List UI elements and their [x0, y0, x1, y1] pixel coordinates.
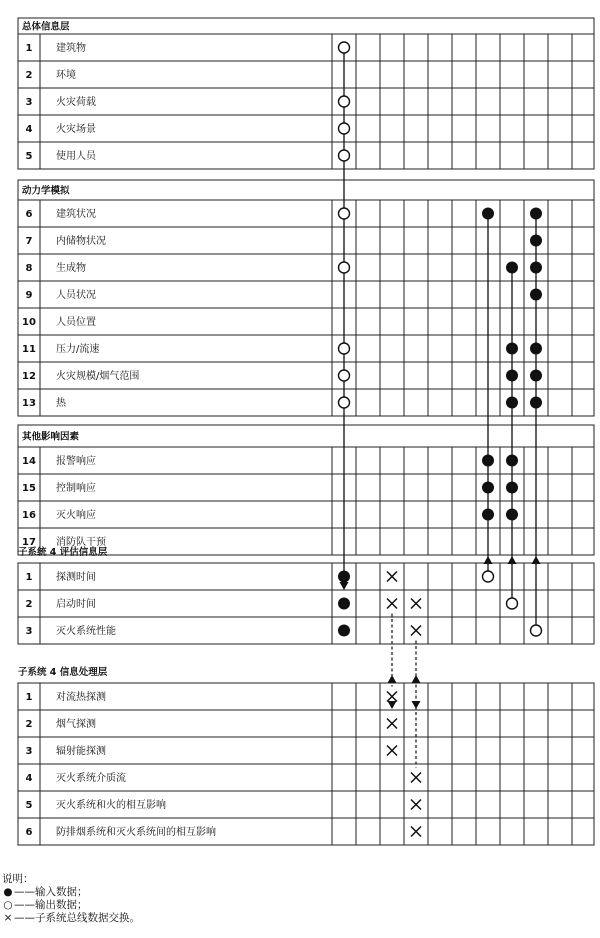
table-row	[18, 115, 594, 142]
row-label: 人员状况	[56, 290, 96, 301]
row-label: 消防队干预	[56, 537, 106, 548]
open-circle-icon	[339, 370, 350, 381]
row-label: 灭火系统性能	[56, 626, 116, 637]
cross-icon	[411, 599, 421, 609]
row-label: 火灾荷载	[56, 97, 96, 108]
table-row	[18, 142, 594, 169]
row-number: 3	[25, 746, 33, 757]
table-row	[18, 88, 594, 115]
legend-item-bus	[2, 912, 140, 925]
arrow-up-icon	[388, 675, 397, 683]
section-title: 动力学模拟	[22, 185, 70, 197]
filled-circle-icon	[482, 509, 494, 521]
open-circle-icon	[507, 598, 518, 609]
row-label: 灭火系统介质流	[56, 773, 126, 784]
section-title: 子系统 4 信息处理层	[18, 667, 108, 678]
row-number: 1	[25, 43, 33, 54]
row-number: 13	[22, 398, 36, 409]
open-circle-icon	[339, 397, 350, 408]
arrow-down-icon	[412, 701, 421, 709]
open-circle-icon	[339, 208, 350, 219]
row-label: 控制响应	[56, 483, 96, 494]
cross-icon	[411, 800, 421, 810]
filled-circle-icon	[338, 625, 350, 637]
filled-circle-icon	[530, 397, 542, 409]
legend-text-output: ——输出数据；	[14, 899, 88, 911]
open-circle-icon	[339, 123, 350, 134]
row-label: 人员位置	[56, 317, 96, 328]
filled-circle-icon	[506, 343, 518, 355]
row-number: 17	[22, 537, 36, 548]
arrow-up-icon	[532, 556, 541, 564]
open-circle-icon: ○	[3, 899, 13, 911]
row-number: 11	[22, 344, 36, 355]
row-label: 灭火响应	[56, 510, 96, 521]
section-header-row	[18, 18, 594, 34]
open-circle-icon	[339, 42, 350, 53]
row-label: 烟气探测	[56, 719, 96, 730]
cross-icon	[411, 626, 421, 636]
row-label: 建筑物	[56, 43, 86, 54]
filled-circle-icon	[482, 208, 494, 220]
filled-circle-icon	[530, 262, 542, 274]
filled-circle-icon	[530, 343, 542, 355]
arrow-up-icon	[412, 675, 421, 683]
row-label: 生成物	[56, 263, 86, 274]
filled-circle-icon	[482, 455, 494, 467]
table-row	[18, 200, 594, 227]
open-circle-icon	[531, 625, 542, 636]
cross-icon	[387, 572, 397, 582]
filled-circle-icon	[506, 370, 518, 382]
section-title: 总体信息层	[22, 21, 70, 33]
row-number: 4	[25, 124, 33, 135]
legend-text-bus: ——子系统总线数据交换。	[14, 912, 140, 924]
open-circle-icon	[339, 262, 350, 273]
row-number: 9	[25, 290, 33, 301]
row-number: 16	[22, 510, 36, 521]
table-row	[18, 34, 594, 61]
row-label: 火灾规模/烟气范围	[56, 371, 140, 382]
row-label: 热	[56, 398, 66, 409]
table-row	[18, 710, 594, 737]
row-number: 3	[25, 626, 33, 637]
cross-icon: ×	[3, 912, 13, 924]
row-label: 火灾场景	[56, 124, 96, 135]
table-row	[18, 281, 594, 308]
section-header-row	[18, 425, 594, 447]
row-label: 启动时间	[56, 599, 96, 610]
row-number: 7	[25, 236, 33, 247]
cross-icon	[387, 599, 397, 609]
row-label: 建筑状况	[56, 209, 96, 220]
row-label: 报警响应	[56, 456, 96, 467]
filled-circle-icon	[530, 208, 542, 220]
table-row	[18, 308, 594, 335]
open-circle-icon	[483, 571, 494, 582]
cross-icon	[411, 773, 421, 783]
row-number: 2	[25, 719, 33, 730]
filled-circle-icon	[506, 262, 518, 274]
table-row	[18, 563, 594, 590]
row-number: 2	[25, 599, 33, 610]
table-row	[18, 61, 594, 88]
filled-circle-icon	[506, 482, 518, 494]
legend-item-input	[2, 886, 140, 899]
open-circle-icon	[339, 150, 350, 161]
row-label: 压力/流速	[56, 344, 100, 355]
arrow-down-icon	[388, 701, 397, 709]
filled-circle-icon	[506, 455, 518, 467]
row-number: 6	[25, 827, 33, 838]
row-number: 8	[25, 263, 33, 274]
open-circle-icon	[339, 343, 350, 354]
row-label: 灭火系统和火的相互影响	[56, 800, 166, 811]
legend-title: 说明：	[2, 873, 34, 885]
row-label: 使用人员	[56, 151, 96, 162]
cross-icon	[387, 719, 397, 729]
filled-circle-icon: ●	[3, 886, 13, 898]
row-label: 探测时间	[56, 572, 96, 583]
arrow-down-icon	[340, 582, 349, 590]
row-number: 5	[25, 800, 33, 811]
section-title: 其他影响因素	[22, 431, 80, 443]
row-number: 14	[22, 456, 36, 467]
row-number: 4	[25, 773, 33, 784]
legend-item-output	[2, 899, 140, 912]
filled-circle-icon	[506, 509, 518, 521]
filled-circle-icon	[338, 598, 350, 610]
filled-circle-icon	[530, 235, 542, 247]
cross-icon	[411, 827, 421, 837]
filled-circle-icon	[530, 289, 542, 301]
row-number: 5	[25, 151, 33, 162]
cross-icon	[387, 692, 397, 702]
row-number: 3	[25, 97, 33, 108]
row-number: 12	[22, 371, 36, 382]
legend-text-input: ——输入数据；	[14, 886, 88, 898]
filled-circle-icon	[506, 397, 518, 409]
filled-circle-icon	[482, 482, 494, 494]
arrow-up-icon	[508, 556, 517, 564]
section-header-row	[18, 180, 594, 200]
row-label: 内储物状况	[56, 236, 106, 247]
row-number: 1	[25, 572, 33, 583]
filled-circle-icon	[338, 571, 350, 583]
row-label: 防排烟系统和灭火系统间的相互影响	[56, 827, 216, 838]
row-number: 15	[22, 483, 36, 494]
row-number: 1	[25, 692, 33, 703]
section-title: 子系统 4 评估信息层	[18, 547, 108, 558]
row-number: 2	[25, 70, 33, 81]
row-label: 对流热探测	[56, 692, 106, 703]
row-label: 辐射能探测	[56, 746, 106, 757]
open-circle-icon	[339, 96, 350, 107]
cross-icon	[387, 746, 397, 756]
tables-layer	[18, 18, 594, 845]
row-number: 6	[25, 209, 33, 220]
row-number: 10	[22, 317, 36, 328]
legend	[2, 873, 140, 925]
arrow-up-icon	[484, 556, 493, 564]
filled-circle-icon	[530, 370, 542, 382]
row-label: 环境	[56, 70, 76, 81]
